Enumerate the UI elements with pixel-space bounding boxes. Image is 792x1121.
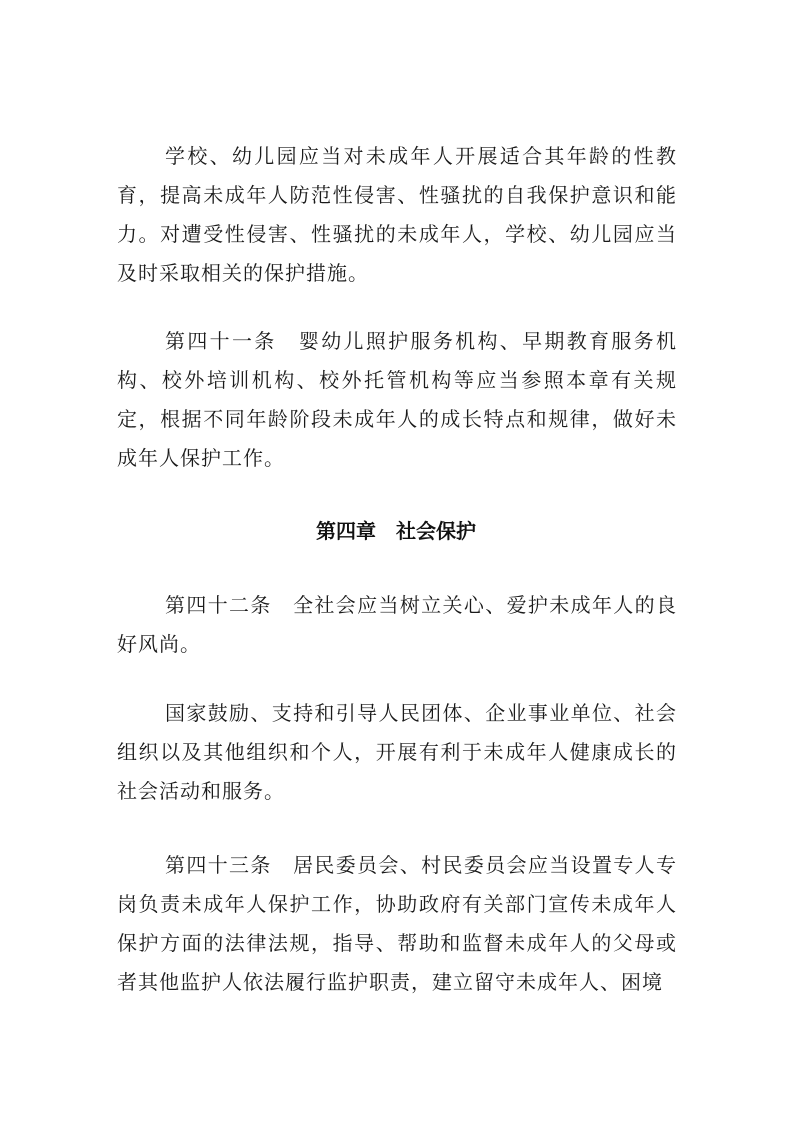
paragraph-sex-education: 学校、幼儿园应当对未成年人开展适合其年龄的性教育，提高未成年人防范性侵害、性骚扰的自我保护意识和能力。对遭受性侵害、性骚扰的未成年人，学校、幼儿园应当及时采取相关的保护措施。: [117, 144, 677, 285]
paragraph-article-43: 第四十三条 居民委员会、村民委员会应当设置专人专岗负责未成年人保护工作，协助政府有关部门宣传未成年人保护方面的法律法规，指导、帮助和监督未成年人的父母或者其他监护人依法履行监护职责，建立留守未成年人、困境: [117, 853, 677, 994]
paragraph-article-42: 第四十二条 全社会应当树立关心、爱护未成年人的良好风尚。: [117, 593, 677, 656]
chapter-title: 第四章 社会保护: [316, 519, 476, 543]
paragraph-state-encouragement: 国家鼓励、支持和引导人民团体、企业事业单位、社会组织以及其他组织和个人，开展有利于未成年人健康成长的社会活动和服务。: [117, 701, 677, 803]
paragraph-article-41: 第四十一条 婴幼儿照护服务机构、早期教育服务机构、校外培训机构、校外托管机构等应当参照本章有关规定，根据不同年龄阶段未成年人的成长特点和规律，做好未成年人保护工作。: [117, 329, 677, 470]
